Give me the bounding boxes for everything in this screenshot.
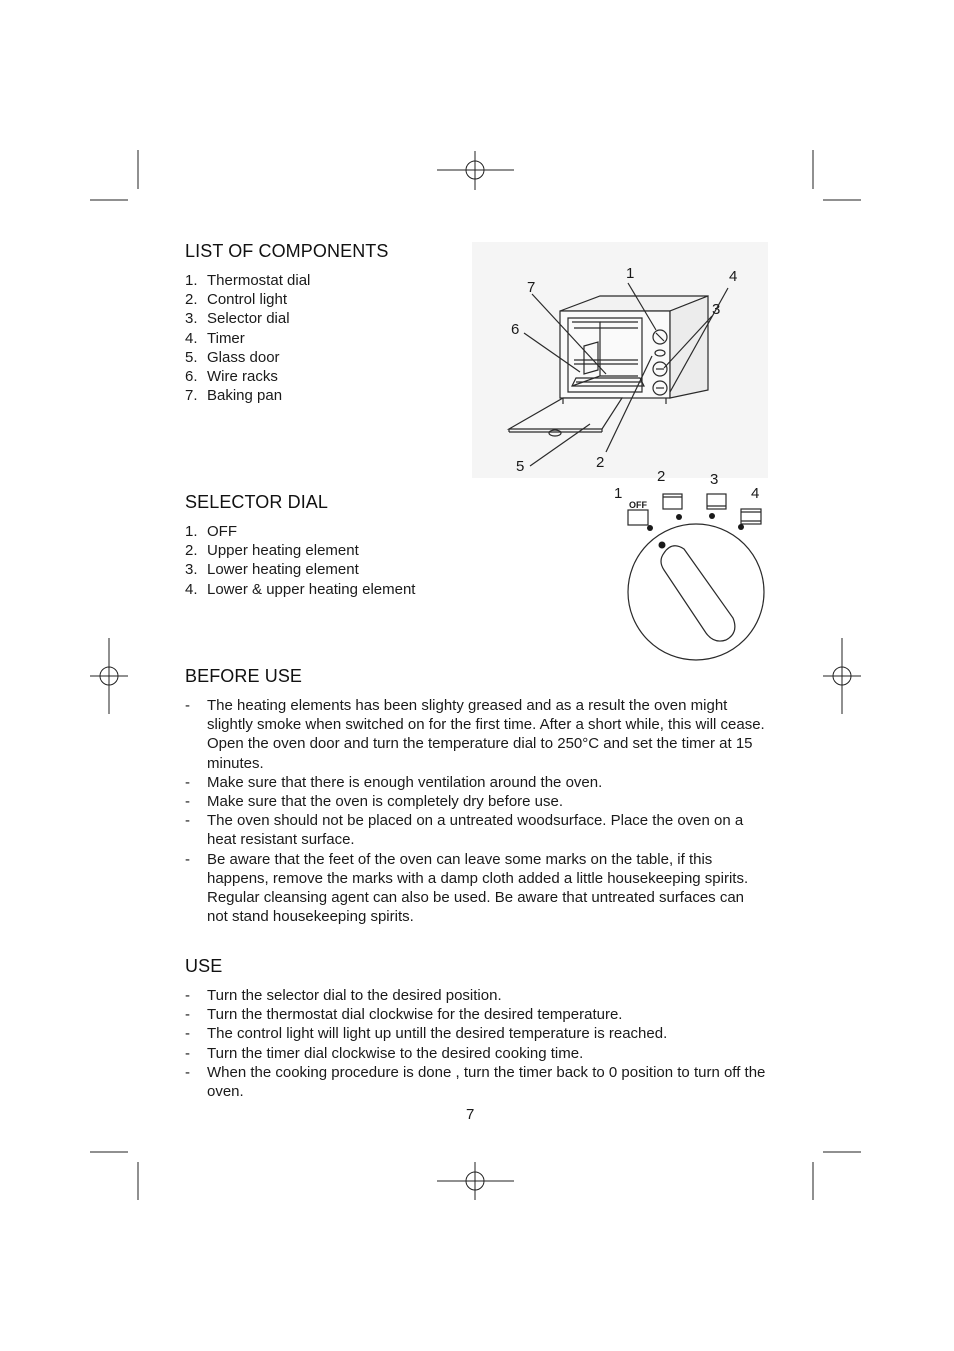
off-label: OFF <box>629 500 647 510</box>
selector-dial-diagram <box>605 464 775 664</box>
list-item: - The oven should not be placed on a untreated woodsurface. Place the oven on a heat resistant surface. <box>185 812 744 849</box>
list-item: 7. Baking pan <box>185 387 283 405</box>
components-heading: LIST OF COMPONENTS <box>185 241 389 261</box>
callout-label: 1 <box>626 265 635 282</box>
list-item: - Turn the selector dial to the desired position. <box>185 987 502 1004</box>
position-label: 4 <box>751 485 760 502</box>
page-number: 7 <box>466 1106 475 1123</box>
use-list <box>185 986 769 1101</box>
before-use-heading: BEFORE USE <box>185 666 303 686</box>
before-use-list <box>185 696 769 926</box>
oven-diagram <box>470 240 770 480</box>
list-item: 3. Selector dial <box>185 310 290 328</box>
callout-label: 4 <box>729 268 738 285</box>
list-item: - When the cooking procedure is done , turn the timer back to 0 position to turn off the oven. <box>185 1063 766 1101</box>
list-item: - Make sure that the oven is completely dry before use. <box>185 793 564 811</box>
list-item: - The control light will light up untill the desired temperature is reached. <box>185 1025 668 1043</box>
callout-label: 6 <box>511 321 520 338</box>
callout-label: 2 <box>596 454 605 471</box>
use-heading: USE <box>185 956 223 976</box>
list-item: 4. Timer <box>185 329 245 347</box>
list-item: 2. Control light <box>185 291 288 309</box>
components-list <box>185 271 310 405</box>
callout-label: 3 <box>712 301 721 318</box>
list-item: - Turn the thermostat dial clockwise for the desired temperature. <box>185 1006 623 1024</box>
list-item: 5. Glass door <box>185 348 280 366</box>
position-label: 3 <box>710 471 719 488</box>
list-item: 1. Thermostat dial <box>185 272 311 289</box>
list-item: 2. Upper heating element <box>185 542 359 560</box>
list-item: 1. OFF <box>185 523 237 540</box>
list-item: 6. Wire racks <box>185 368 278 386</box>
list-item: - The heating elements has been slighty greased and as a result the oven might slightly smoke when switched on for the first time. After a short while, this will cease. Open the oven door and turn the temperature dial to 250°C and set the timer at 15 minutes. <box>185 697 765 772</box>
list-item: - Make sure that there is enough ventilation around the oven. <box>185 773 603 791</box>
callout-label: 5 <box>516 458 525 475</box>
list-item: 3. Lower heating element <box>185 561 359 579</box>
selector-heading: SELECTOR DIAL <box>185 492 329 512</box>
list-item: 4. Lower & upper heating element <box>185 580 416 598</box>
position-label: 2 <box>657 468 666 485</box>
callout-label: 7 <box>527 279 536 296</box>
position-label: 1 <box>614 485 623 502</box>
list-item: - Turn the timer dial clockwise to the desired cooking time. <box>185 1044 584 1062</box>
selector-list <box>185 522 415 599</box>
list-item: - Be aware that the feet of the oven can leave some marks on the table, if this happens, remove the marks with a damp cloth added a little housekeeping spirits. Regular cleansing agent can also be used. Be aware that untreated surfaces can not stand housekeeping spirits. <box>185 850 749 926</box>
